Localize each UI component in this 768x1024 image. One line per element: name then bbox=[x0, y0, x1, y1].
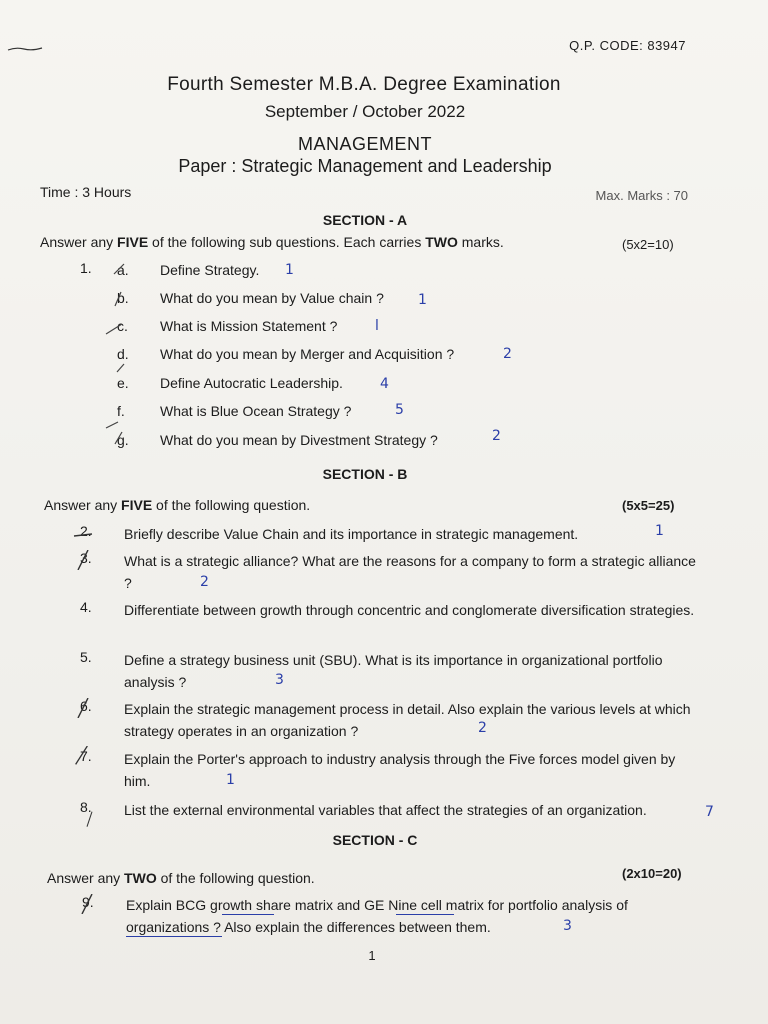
ink-tick-icon bbox=[74, 698, 98, 718]
handwritten-note: 3 bbox=[563, 918, 572, 934]
handwritten-note: 1 bbox=[418, 292, 427, 308]
ink-tick-icon bbox=[72, 522, 96, 542]
exam-session: September / October 2022 bbox=[264, 102, 466, 121]
handwritten-note: 2 bbox=[200, 574, 209, 590]
ink-tick-icon bbox=[74, 550, 98, 570]
handwritten-note: 2 bbox=[478, 720, 487, 736]
ink-underline bbox=[396, 914, 454, 915]
handwritten-note: 5 bbox=[395, 402, 404, 418]
handwritten-note: l bbox=[375, 318, 379, 334]
handwritten-note: 2 bbox=[503, 346, 512, 362]
ink-tick-icon bbox=[80, 810, 104, 830]
section-a-marks: (5x2=10) bbox=[622, 237, 674, 252]
question-number: 1. bbox=[80, 260, 92, 276]
ink-underline bbox=[222, 914, 274, 915]
section-a-instructions: Answer any FIVE of the following sub questions. Each carries TWO marks. bbox=[40, 234, 504, 250]
paper-name: Strategic Management and Leadership bbox=[241, 156, 552, 176]
handwritten-note: 1 bbox=[655, 523, 664, 539]
ink-tick-icon bbox=[114, 360, 138, 380]
ink-tick-icon bbox=[112, 260, 136, 280]
handwritten-note: 1 bbox=[285, 262, 294, 278]
ink-tick-icon bbox=[104, 318, 128, 338]
section-b-instructions: Answer any FIVE of the following question. bbox=[44, 497, 311, 513]
handwritten-note: 1 bbox=[226, 772, 235, 788]
handwritten-note: 2 bbox=[492, 428, 501, 444]
section-c-instructions: Answer any TWO of the following question. bbox=[47, 870, 315, 886]
handwritten-note: 7 bbox=[705, 804, 714, 820]
paper-prefix: Paper : bbox=[178, 156, 242, 176]
section-a-title: SECTION - A bbox=[322, 212, 408, 228]
ink-underline bbox=[126, 936, 222, 937]
ink-tick-icon bbox=[112, 428, 136, 448]
exam-paper-page: Q.P. CODE: 83947 Fourth Semester M.B.A. Degree Examination September / October 2022 MANAGEMENT Paper : Strategic Management and Leadership Time : 3 Hours Max. Marks : 70 SECTION - A Answer any FIVE of the following sub questions. Each carries TWO marks. (5x2=10) 1. a. Define Strategy. b. What do you mean by Value chain ? c. What is Mission Statement ? d. What do you mean by Merger and Acquisition ? e. Define Autocratic Leadership. f. What is Blue Ocean Strategy ? g. What do you mean by Divestment Strategy ? 1 1 l 2 4 5 2 SECTION - B Answer any FIVE of the following question. (5x5=25) 2. Briefly describe Value Chain and its importance in strategic management. 3. What is a strategic alliance? What are the reasons for a company to form a strategic alliance ? 4. Differentiate between growth through concentric and conglomerate diversification strategies. 5. Define a strategy business unit (SBU). What is its importance in organizational portfolio analysis ? 6. Explain the strategic management process in detail. Also explain the various levels at which strategy operates in an organization ? 7. Explain the Porter's approach to industry analysis through the Five forces model given by him. 8. List the external environmental variables that affect the strategies of an organization. 1 2 3 2 1 7 SECTION - C Answer any TWO of the following question. (2x10=20) 9. Explain BCG growth share matrix and GE Nine cell matrix for portfolio analysis of organizations ? Also explain the differences between them. 3 1 bbox=[0, 0, 768, 1024]
ink-tick-icon bbox=[72, 746, 96, 766]
ink-tick-icon bbox=[78, 894, 102, 914]
subject-heading: MANAGEMENT bbox=[297, 134, 432, 154]
section-b-marks: (5x5=25) bbox=[622, 498, 675, 513]
paper-title bbox=[0, 156, 730, 177]
max-marks: Max. Marks : 70 bbox=[595, 188, 688, 203]
section-c-title: SECTION - C bbox=[332, 832, 418, 848]
exam-duration: Time : 3 Hours bbox=[40, 184, 132, 200]
exam-title: Fourth Semester M.B.A. Degree Examination bbox=[167, 74, 561, 95]
handwritten-note: 4 bbox=[380, 376, 389, 392]
ink-squiggle-icon bbox=[6, 42, 46, 56]
ink-tick-icon bbox=[112, 290, 136, 310]
page-number: 1 bbox=[368, 948, 376, 963]
section-b-title: SECTION - B bbox=[322, 466, 408, 482]
handwritten-note: 3 bbox=[275, 672, 284, 688]
qp-code: Q.P. CODE: 83947 bbox=[569, 38, 686, 53]
section-c-marks: (2x10=20) bbox=[622, 866, 682, 881]
